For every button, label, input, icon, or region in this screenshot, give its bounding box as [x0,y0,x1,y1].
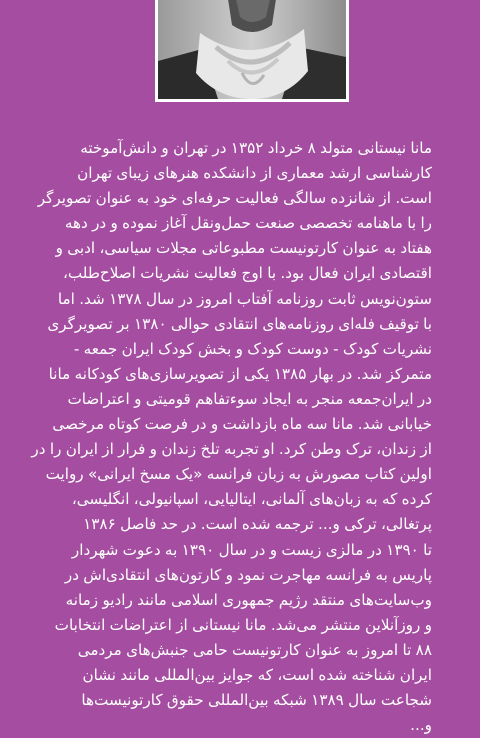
bio-line: ۸۸ تا امروز به عنوان کارتونیست حامی جنبش‌های مردمی [77,640,432,659]
bio-line: و روزآنلاین منتشر می‌شد. مانا نیستانی از اعتراضات انتخابات [54,615,432,634]
portrait-photo-icon [158,0,346,99]
author-photo [155,0,349,102]
bio-line: نشریات کودک - دوست کودک و بخش کودک ایران جمعه - [73,339,432,358]
bio-line: اقتصادی ایران فعال بود. با اوج فعالیت نشریات اصلاح‌طلب، [62,264,432,283]
bio-line: را با ماهنامه تخصصی صنعت حمل‌ونقل آغاز نموده و در دهه [64,214,432,233]
bio-line: شجاعت سال ۱۳۸۹ شبکه بین‌المللی حقوق کارتونیست‌ها [81,691,432,710]
bio-line: خیابانی شد. مانا سه ماه بازداشت و در فرصت کوتاه مرخصی [52,415,432,434]
bio-line: کرده که به زبان‌های آلمانی، ایتالیایی، اسپانیولی، انگلیسی، [71,490,432,509]
bio-line: با توقیف فله‌ای روزنامه‌های انتقادی حوالی ۱۳۸۰ بر تصویرگری [47,314,432,333]
bio-line: وب‌سایت‌های منتقد رژیم جمهوری اسلامی مانند رادیو زمانه [65,590,432,609]
bio-line: در ایران‌جمعه منجر به ایجاد سوءتفاهم قومیتی و اعتراضات [67,389,432,408]
bio-line: تا ۱۳۹۰ در مالزی زیست و در سال ۱۳۹۰ به دعوت شهردار [71,540,432,559]
bio-line: پرتغالی، ترکی و... ترجمه شده است. در حد فاصل ۱۳۸۶ [83,515,432,534]
bio-line: است. از شانزده سالگی فعالیت حرفه‌ای خود به عنوان تصویرگر [37,189,432,208]
bio-line: ایران شناخته شده است، که جوایز بین‌المللی مانند نشان [82,665,432,684]
bio-line: پاریس به فرانسه مهاجرت نمود و کارتون‌های انتقادی‌اش در [64,565,432,584]
bio-line: از زندان، ترک وطن کرد. او تجربه تلخ زندان و فرار از ایران را در [31,440,432,459]
author-biography [31,136,432,738]
bio-line: متمرکز شد. در بهار ۱۳۸۵ یکی از تصویرسازی‌های کودکانه مانا [48,364,432,383]
bio-line: هفتاد به عنوان کارتونیست مطبوعاتی مجلات سیاسی، ادبی و [55,239,432,258]
bio-line: کارشناسی ارشد معماری از دانشکده هنرهای زیبای تهران [77,164,432,183]
bio-line: اولین کتاب مصورش به زبان فرانسه «یک مسخ ایرانی» روایت [45,465,432,484]
bio-line: ستون‌نویس ثابت روزنامه آفتاب امروز در سال ۱۳۷۸ شد. اما [57,289,432,308]
bio-line: و... [410,716,432,735]
bio-line: مانا نیستانی متولد ۸ خرداد ۱۳۵۲ در تهران و دانش‌آموخته [80,139,432,157]
